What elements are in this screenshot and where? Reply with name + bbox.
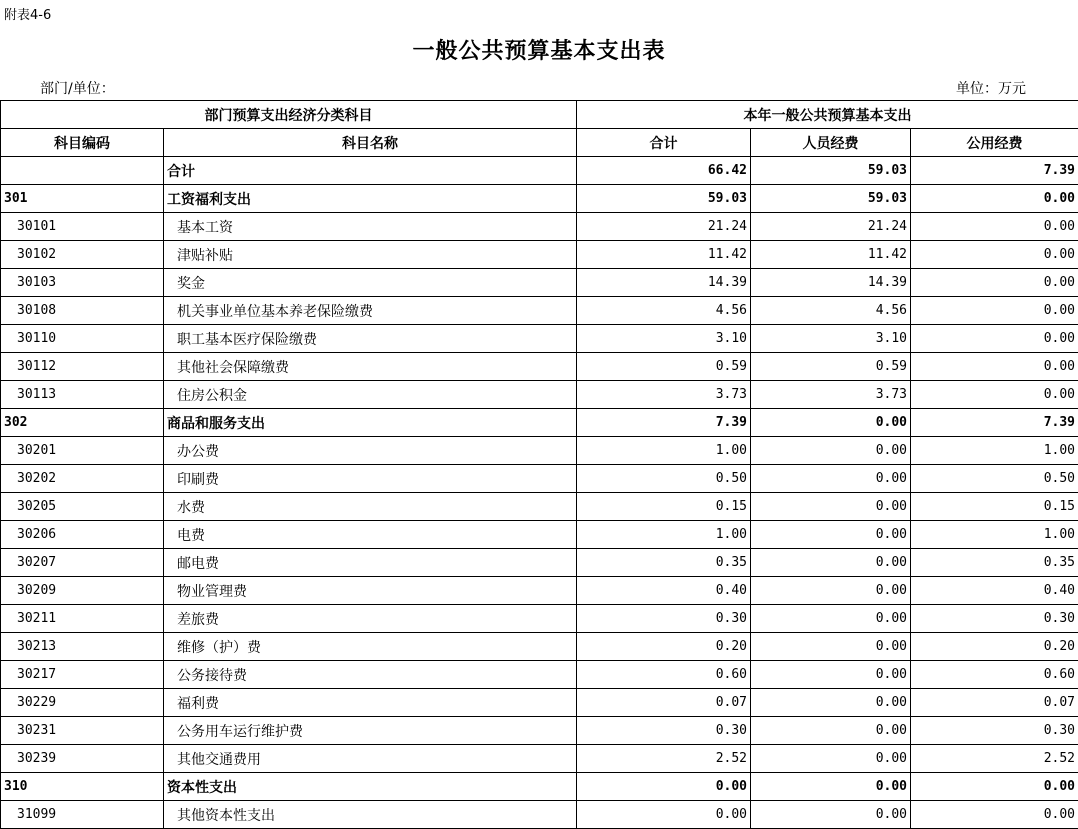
row-total: 0.30 (577, 717, 751, 745)
table-column-header (1, 129, 1078, 157)
row-public: 1.00 (911, 437, 1078, 465)
row-personnel: 0.00 (751, 661, 911, 689)
row-code: 30101 (1, 213, 164, 241)
table-row (1, 241, 1078, 269)
row-public: 0.30 (911, 717, 1078, 745)
row-code: 310 (1, 773, 164, 801)
row-name: 公务用车运行维护费 (164, 717, 577, 745)
row-personnel: 4.56 (751, 297, 911, 325)
row-public: 0.00 (911, 185, 1078, 213)
row-code: 30231 (1, 717, 164, 745)
row-name: 合计 (164, 157, 577, 185)
row-total: 0.60 (577, 661, 751, 689)
row-total: 21.24 (577, 213, 751, 241)
row-code: 301 (1, 185, 164, 213)
row-name: 其他社会保障缴费 (164, 353, 577, 381)
row-public: 0.00 (911, 213, 1078, 241)
row-personnel: 14.39 (751, 269, 911, 297)
row-personnel: 0.00 (751, 773, 911, 801)
row-public: 0.60 (911, 661, 1078, 689)
table-row (1, 801, 1078, 829)
row-code: 30113 (1, 381, 164, 409)
row-total: 11.42 (577, 241, 751, 269)
row-name: 奖金 (164, 269, 577, 297)
row-code: 30205 (1, 493, 164, 521)
row-code: 30217 (1, 661, 164, 689)
row-total: 0.15 (577, 493, 751, 521)
table-row (1, 493, 1078, 521)
row-name: 商品和服务支出 (164, 409, 577, 437)
budget-table (0, 100, 1078, 829)
row-name: 基本工资 (164, 213, 577, 241)
row-public: 0.00 (911, 381, 1078, 409)
row-personnel: 0.00 (751, 717, 911, 745)
row-code: 30209 (1, 577, 164, 605)
table-row (1, 745, 1078, 773)
table-row (1, 185, 1078, 213)
row-name: 印刷费 (164, 465, 577, 493)
table-row (1, 717, 1078, 745)
row-name: 津贴补贴 (164, 241, 577, 269)
table-row (1, 773, 1078, 801)
row-code: 30110 (1, 325, 164, 353)
row-name: 办公费 (164, 437, 577, 465)
row-total: 66.42 (577, 157, 751, 185)
row-public: 0.35 (911, 549, 1078, 577)
table-row (1, 577, 1078, 605)
row-name: 其他交通费用 (164, 745, 577, 773)
row-name: 资本性支出 (164, 773, 577, 801)
col-header-total: 合计 (577, 129, 751, 157)
row-personnel: 0.00 (751, 801, 911, 829)
row-total: 0.00 (577, 801, 751, 829)
row-code (1, 157, 164, 185)
row-public: 0.00 (911, 325, 1078, 353)
row-total: 1.00 (577, 521, 751, 549)
row-code: 30206 (1, 521, 164, 549)
col-header-personnel: 人员经费 (751, 129, 911, 157)
row-code: 30108 (1, 297, 164, 325)
table-row (1, 297, 1078, 325)
table-row (1, 605, 1078, 633)
row-code: 30202 (1, 465, 164, 493)
row-name: 维修（护）费 (164, 633, 577, 661)
row-public: 1.00 (911, 521, 1078, 549)
row-name: 电费 (164, 521, 577, 549)
row-personnel: 0.00 (751, 577, 911, 605)
row-personnel: 0.00 (751, 689, 911, 717)
row-code: 30207 (1, 549, 164, 577)
col-header-code: 科目编码 (1, 129, 164, 157)
row-code: 30229 (1, 689, 164, 717)
row-public: 2.52 (911, 745, 1078, 773)
row-name: 机关事业单位基本养老保险缴费 (164, 297, 577, 325)
row-total: 4.56 (577, 297, 751, 325)
row-public: 0.07 (911, 689, 1078, 717)
table-row (1, 353, 1078, 381)
table-row (1, 325, 1078, 353)
row-public: 0.00 (911, 353, 1078, 381)
row-public: 0.00 (911, 297, 1078, 325)
row-public: 0.00 (911, 241, 1078, 269)
row-personnel: 3.10 (751, 325, 911, 353)
table-row (1, 381, 1078, 409)
row-name: 福利费 (164, 689, 577, 717)
row-total: 14.39 (577, 269, 751, 297)
table-row (1, 437, 1078, 465)
row-personnel: 0.59 (751, 353, 911, 381)
row-public: 0.15 (911, 493, 1078, 521)
row-code: 30112 (1, 353, 164, 381)
row-public: 7.39 (911, 409, 1078, 437)
row-total: 59.03 (577, 185, 751, 213)
group-header-expenditure: 本年一般公共预算基本支出 (577, 101, 1078, 129)
department-label: 部门/单位： (40, 81, 115, 97)
row-personnel: 0.00 (751, 521, 911, 549)
table-row (1, 521, 1078, 549)
row-total: 0.50 (577, 465, 751, 493)
row-public: 0.00 (911, 773, 1078, 801)
row-code: 31099 (1, 801, 164, 829)
row-public: 0.50 (911, 465, 1078, 493)
appendix-label: 附表4-6 (4, 8, 52, 23)
row-total: 7.39 (577, 409, 751, 437)
row-personnel: 21.24 (751, 213, 911, 241)
row-public: 7.39 (911, 157, 1078, 185)
row-public: 0.00 (911, 269, 1078, 297)
row-personnel: 3.73 (751, 381, 911, 409)
table-row (1, 409, 1078, 437)
table-row (1, 549, 1078, 577)
row-name: 其他资本性支出 (164, 801, 577, 829)
table-row (1, 465, 1078, 493)
table-row (1, 269, 1078, 297)
table-row (1, 633, 1078, 661)
row-personnel: 0.00 (751, 493, 911, 521)
row-code: 302 (1, 409, 164, 437)
row-code: 30102 (1, 241, 164, 269)
row-code: 30201 (1, 437, 164, 465)
row-personnel: 0.00 (751, 745, 911, 773)
row-name: 公务接待费 (164, 661, 577, 689)
group-header-classification: 部门预算支出经济分类科目 (1, 101, 577, 129)
row-code: 30103 (1, 269, 164, 297)
row-personnel: 11.42 (751, 241, 911, 269)
row-total: 3.10 (577, 325, 751, 353)
row-personnel: 0.00 (751, 437, 911, 465)
row-public: 0.00 (911, 801, 1078, 829)
row-name: 职工基本医疗保险缴费 (164, 325, 577, 353)
row-total: 0.07 (577, 689, 751, 717)
row-total: 0.30 (577, 605, 751, 633)
row-total: 0.35 (577, 549, 751, 577)
row-name: 水费 (164, 493, 577, 521)
row-total: 0.59 (577, 353, 751, 381)
row-total: 3.73 (577, 381, 751, 409)
table-row (1, 661, 1078, 689)
row-name: 住房公积金 (164, 381, 577, 409)
col-header-name: 科目名称 (164, 129, 577, 157)
col-header-public: 公用经费 (911, 129, 1078, 157)
row-personnel: 0.00 (751, 549, 911, 577)
row-total: 0.40 (577, 577, 751, 605)
table-row (1, 157, 1078, 185)
row-public: 0.20 (911, 633, 1078, 661)
row-total: 0.00 (577, 773, 751, 801)
row-public: 0.30 (911, 605, 1078, 633)
row-code: 30239 (1, 745, 164, 773)
row-name: 差旅费 (164, 605, 577, 633)
row-name: 邮电费 (164, 549, 577, 577)
table-row (1, 689, 1078, 717)
unit-label: 单位：万元 (956, 81, 1026, 97)
row-code: 30211 (1, 605, 164, 633)
row-total: 1.00 (577, 437, 751, 465)
row-personnel: 0.00 (751, 465, 911, 493)
row-name: 物业管理费 (164, 577, 577, 605)
row-personnel: 0.00 (751, 409, 911, 437)
row-public: 0.40 (911, 577, 1078, 605)
row-personnel: 59.03 (751, 185, 911, 213)
row-personnel: 0.00 (751, 633, 911, 661)
row-name: 工资福利支出 (164, 185, 577, 213)
row-total: 2.52 (577, 745, 751, 773)
table-group-header (1, 101, 1078, 129)
row-personnel: 0.00 (751, 605, 911, 633)
row-code: 30213 (1, 633, 164, 661)
row-total: 0.20 (577, 633, 751, 661)
table-row (1, 213, 1078, 241)
page-title: 一般公共预算基本支出表 (412, 39, 666, 64)
row-personnel: 59.03 (751, 157, 911, 185)
